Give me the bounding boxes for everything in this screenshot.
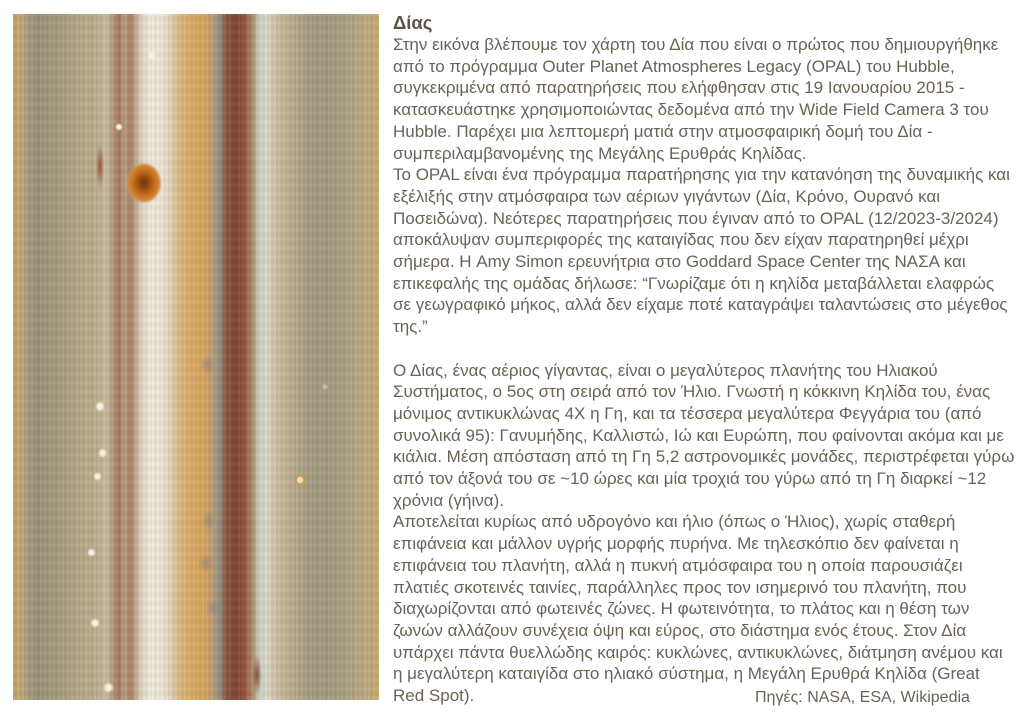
article-paragraph: Ο Δίας, ένας αέριος γίγαντας, είναι ο μεγαλύτερος πλανήτης του Ηλιακού Συστήματος, ο 5ος στη σειρά από τον Ήλιο. Γνωστή η κόκκινη Κηλίδα του, ένας μόνιμος αντικυκλώνας 4X η Γη, και τα τέσσερα μεγαλύτερα Φεγγάρια του (από συνολικά 95): Γανυμήδης, Καλλιστώ, Ιώ και Ευρώπη, που φαίνονται ακόμα και με κιάλια. Μέση απόσταση από τη Γη 5,2 αστρονομικές μονάδες, περιστρέφεται γύρω από τον άξονά του σε ~10 ώρες και μία τροχιά του γύρω από τη Γη διαρκεί ~12 χρόνια (γήινα). (393, 360, 1015, 510)
white-oval-storm (93, 472, 102, 481)
jupiter-map-image (13, 14, 379, 700)
blue-festoon (197, 352, 219, 378)
article-paragraph: Στην εικόνα βλέπουμε τον χάρτη του Δία που είναι ο πρώτος που δημιουργήθηκε από το πρόγραμμα Outer Planet Atmospheres Legacy (OPAL) του Hubble, συγκεκριμένα από παρατηρήσεις που ελήφθησαν στις 19 Ιανουαρίου 2015 - κατασκευάστηκε χρησιμοποιώντας δεδομένα από την Wide Field Camera 3 του Hubble. Παρέχει μια λεπτομερή ματιά στην ατμοσφαιρική δομή του Δία - συμπεριλαμβανομένης της Μεγάλης Ερυθράς Κηλίδας. (393, 35, 999, 163)
white-oval-storm (320, 382, 330, 392)
white-oval-storm (147, 51, 156, 60)
ringed-oval-storm (292, 472, 308, 488)
red-streak (251, 650, 263, 700)
article-text-column (393, 12, 1015, 707)
white-oval-storm (87, 548, 96, 557)
great-red-spot (125, 161, 163, 205)
blue-festoon (195, 550, 217, 576)
white-oval-storm (98, 448, 107, 458)
blue-festoon (203, 596, 223, 620)
blue-festoon (199, 506, 219, 536)
article-title: Δίας (393, 12, 433, 33)
white-oval-storm (90, 618, 100, 628)
article-paragraph: Το OPAL είναι ένα πρόγραμμα παρατήρησης για την κατανόηση της δυναμικής και εξέλιξής στην ατμόσφαιρα των αέριων γιγάντων (Δία, Κρόνο, Ουρανό και Ποσειδώνα). Νεότερες παρατηρήσεις που έγιναν από το OPAL (12/2023-3/2024) αποκάλυψαν συμπεριφορές της καταιγίδας που δεν είχαν παρατηρηθεί μέχρι σήμερα. Η Amy Simon ερευνήτρια στο Goddard Space Center της ΝΑΣΑ και επικεφαλής της ομάδας δήλωσε: “Γνωρίζαμε ότι η κηλίδα μεταβάλλεται ελαφρώς σε γεωγραφικό μήκος, αλλά δεν είχαμε ποτέ καταγράψει ταλαντώσεις στο μέγεθος της.” (393, 165, 1010, 337)
red-streak (95, 138, 105, 194)
article-paragraph: Αποτελείται κυρίως από υδρογόνο και ήλιο (όπως ο Ήλιος), χωρίς σταθερή επιφάνεια και μάλλον υγρής μορφής πυρήνα. Με τηλεσκόπιο δεν φαίνεται η επιφάνεια του πλανήτη, αλλά η πυκνή ατμόσφαιρα του η οποία παρουσιάζει πλατιές σκοτεινές ταινίες, παράλληλες προς τον ισημερινό του πλανήτη, που διαχωρίζονται από φωτεινές ζώνες. Η φωτεινότητα, το πλάτος και η θέση των ζωνών αλλάζουν συνέχεια όψη και εύρος, στο διάστημα ενός έτους. Στον Δία υπάρχει πάντα θυελλώδης καιρός: κυκλώνες, αντικυκλώνες, διάτμηση ανέμου και η μεγαλύτερη καταιγίδα στο ηλιακό σύστημα, η Μεγάλη Ερυθρά Κηλίδα (Great Red Spot). (393, 512, 1003, 706)
sources-credit: Πηγές: NASA, ESA, Wikipedia (755, 689, 970, 706)
white-oval-storm (95, 401, 105, 412)
white-oval-storm (115, 123, 123, 131)
white-oval-storm (103, 682, 114, 693)
